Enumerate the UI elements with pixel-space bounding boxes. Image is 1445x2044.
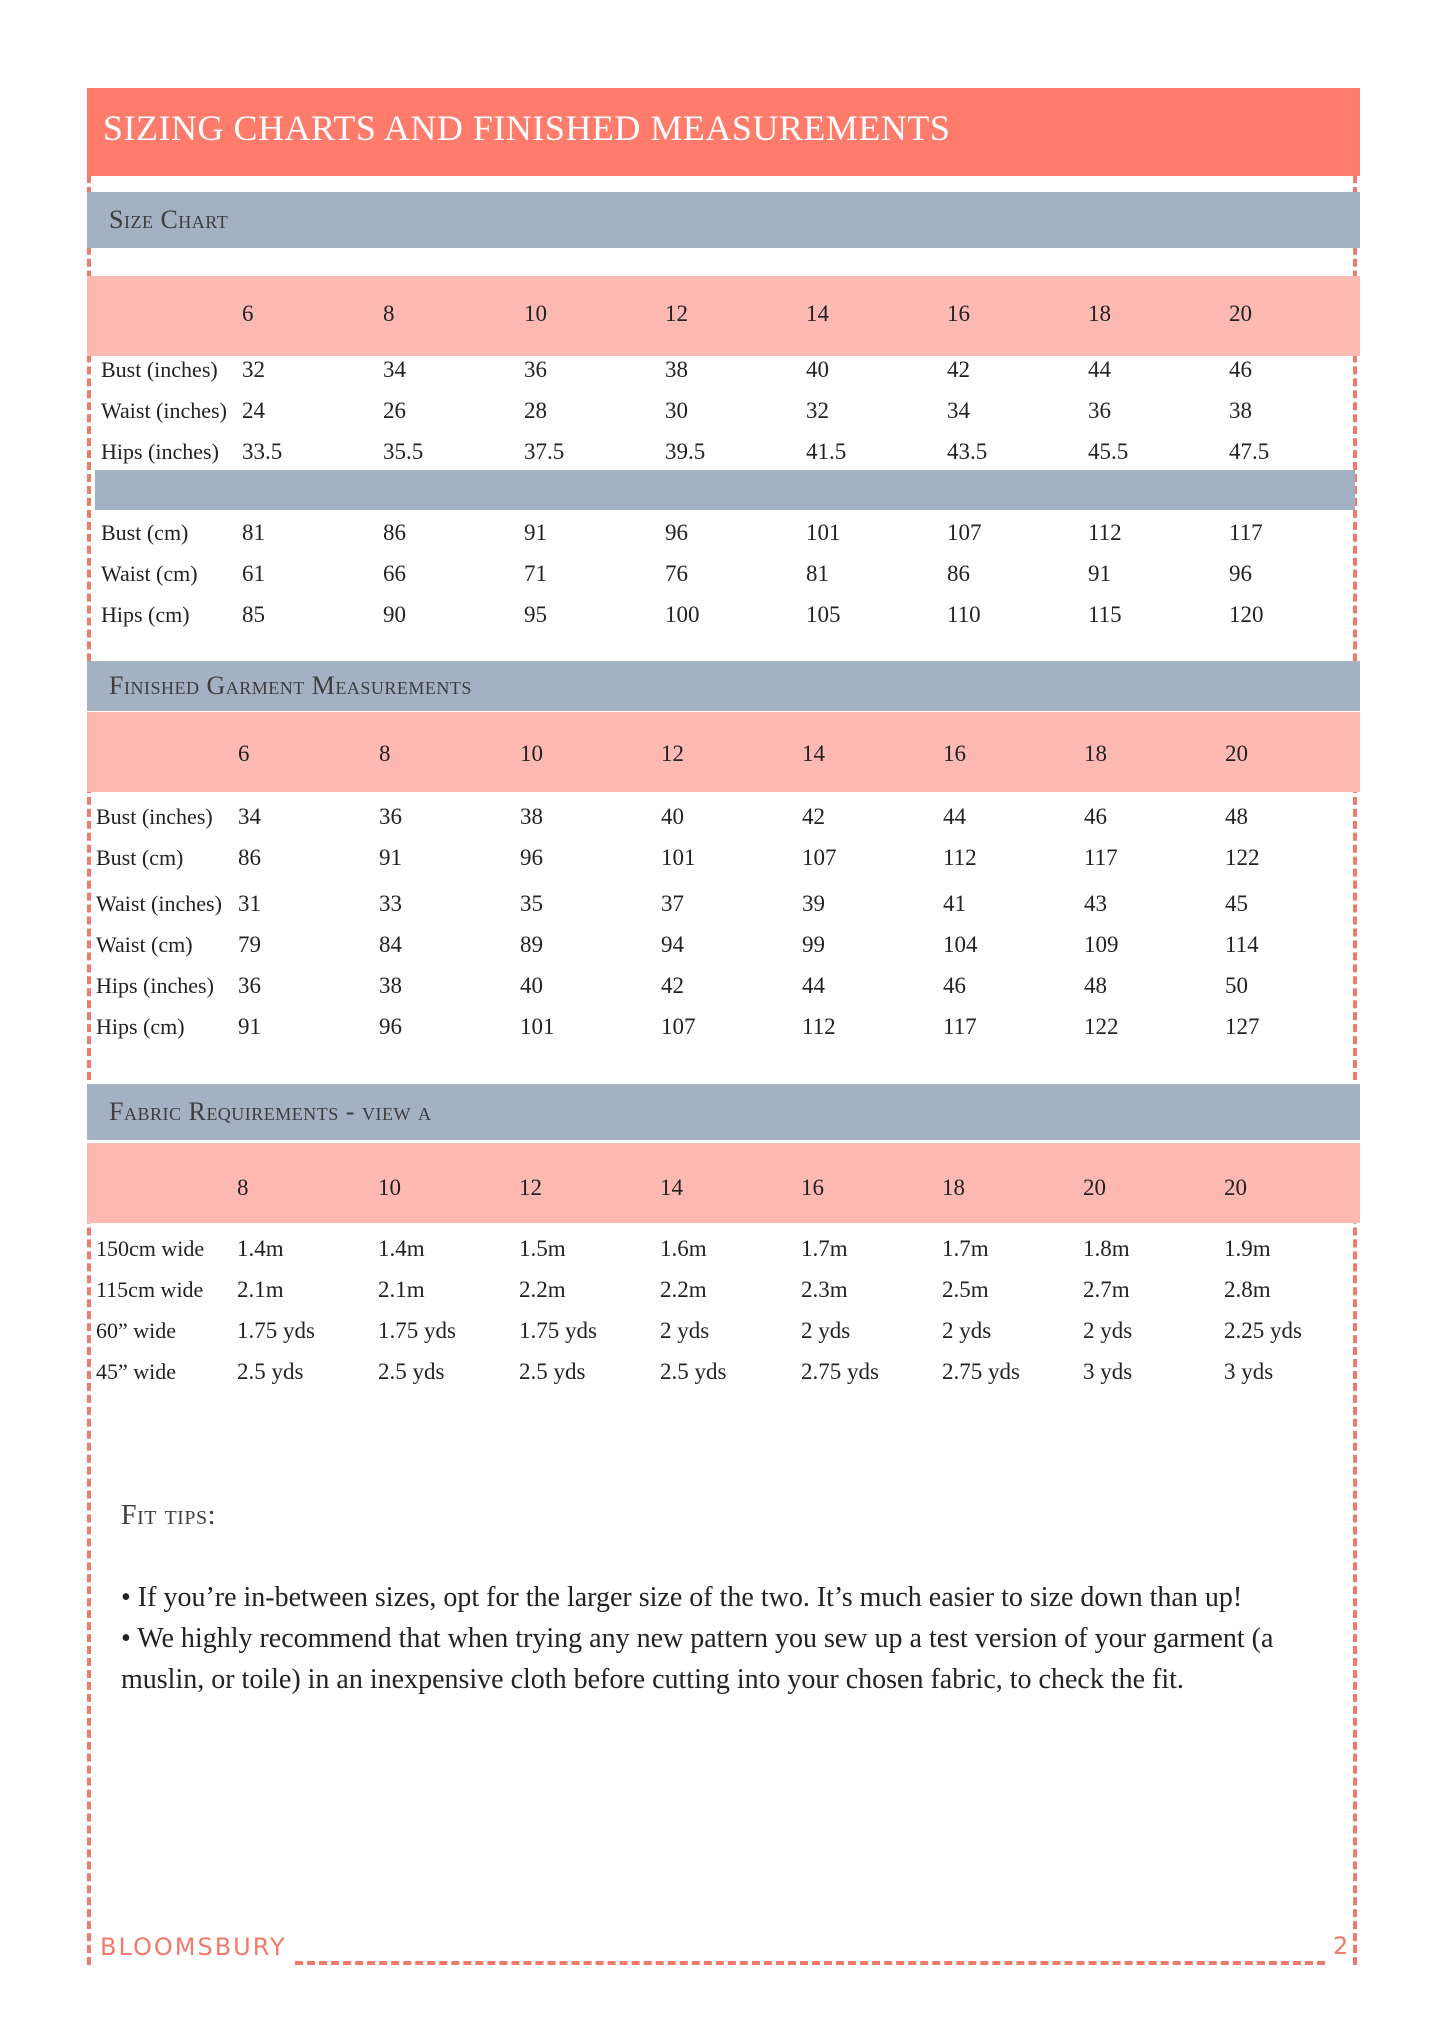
table-cell: 117 (1229, 520, 1263, 545)
table-cell: 38 (1229, 398, 1252, 423)
size-header-cell: 16 (943, 741, 966, 766)
table-cell: 1.75 yds (378, 1318, 456, 1343)
page-number: 2 (1333, 1932, 1349, 1960)
size-header-cell: 10 (378, 1175, 401, 1200)
table-cell: 42 (661, 973, 684, 998)
table-cell: 26 (383, 398, 406, 423)
table-cell: 86 (383, 520, 406, 545)
table-cell: 94 (661, 932, 684, 957)
table-cell: 91 (379, 845, 402, 870)
table-cell: 30 (665, 398, 688, 423)
table-cell: 71 (524, 561, 547, 586)
table-cell: 90 (383, 602, 406, 627)
table-cell: 42 (947, 357, 970, 382)
row-label: Waist (inches) (101, 398, 227, 423)
size-header-cell: 18 (1088, 301, 1111, 326)
fit-tip-2: • We highly recommend that when trying any new pattern you sew up a test version of your garment (a muslin, or toile) in an inexpensive cloth before cutting into your chosen fabric, to check the fit. (121, 1623, 1274, 1695)
table-cell: 2.75 yds (942, 1359, 1020, 1384)
table-cell: 96 (520, 845, 543, 870)
page-title: SIZING CHARTS AND FINISHED MEASUREMENTS (87, 88, 1360, 176)
brand-name: BLOOMSBURY (100, 1933, 287, 1961)
table-cell: 38 (520, 804, 543, 829)
table-cell: 39.5 (665, 439, 706, 464)
table-cell: 2.3m (801, 1277, 848, 1302)
table-cell: 76 (665, 561, 688, 586)
size-header-cell: 8 (237, 1175, 249, 1200)
size-header-cell: 18 (942, 1175, 965, 1200)
table-cell: 117 (943, 1014, 977, 1039)
size-header-cell: 20 (1225, 741, 1248, 766)
table-cell: 96 (665, 520, 688, 545)
table-cell: 1.5m (519, 1236, 566, 1261)
table-cell: 2.5 yds (378, 1359, 445, 1384)
size-header-cell: 8 (379, 741, 391, 766)
size-header-cell: 12 (665, 301, 688, 326)
table-cell: 34 (383, 357, 406, 382)
row-label: Waist (inches) (96, 891, 222, 916)
table-cell: 96 (379, 1014, 402, 1039)
table-cell: 107 (661, 1014, 696, 1039)
table-cell: 35 (520, 891, 543, 916)
row-label: Bust (cm) (101, 520, 189, 545)
size-header-cell: 12 (519, 1175, 542, 1200)
table-cell: 2 yds (660, 1318, 710, 1343)
footer-divider (295, 1961, 1325, 1965)
table-cell: 2 yds (942, 1318, 992, 1343)
finished-header-band (87, 712, 1360, 792)
table-cell: 38 (379, 973, 402, 998)
table-cell: 37 (661, 891, 684, 916)
table-cell: 101 (806, 520, 841, 545)
finished-heading: Finished Garment Measurements (87, 661, 1360, 711)
size-header-cell: 10 (520, 741, 543, 766)
table-cell: 100 (665, 602, 700, 627)
table-cell: 28 (524, 398, 547, 423)
table-cell: 2.5m (942, 1277, 989, 1302)
table-cell: 112 (1088, 520, 1122, 545)
row-label: Hips (inches) (101, 439, 219, 464)
fit-tip-1: • If you’re in-between sizes, opt for the larger size of the two. It’s much easier to size down than up! (121, 1582, 1243, 1613)
table-cell: 89 (520, 932, 543, 957)
fabric-header-band (87, 1143, 1360, 1223)
table-cell: 1.4m (237, 1236, 284, 1261)
size-header-cell: 20 (1083, 1175, 1106, 1200)
row-label: 45” wide (96, 1359, 177, 1384)
row-label: Bust (inches) (96, 804, 213, 829)
table-cell: 110 (947, 602, 981, 627)
size-header-cell: 14 (660, 1175, 683, 1200)
table-cell: 44 (802, 973, 825, 998)
table-cell: 1.75 yds (519, 1318, 597, 1343)
table-cell: 2.5 yds (660, 1359, 727, 1384)
table-cell: 1.9m (1224, 1236, 1271, 1261)
table-cell: 43 (1084, 891, 1107, 916)
table-cell: 122 (1225, 845, 1260, 870)
row-label: 150cm wide (96, 1236, 205, 1261)
table-cell: 41 (943, 891, 966, 916)
table-cell: 127 (1225, 1014, 1260, 1039)
table-cell: 2.1m (237, 1277, 284, 1302)
table-cell: 1.7m (942, 1236, 989, 1261)
table-cell: 2 yds (801, 1318, 851, 1343)
table-cell: 33 (379, 891, 402, 916)
table-cell: 31 (238, 891, 261, 916)
size-chart-divider (95, 470, 1355, 510)
table-cell: 120 (1229, 602, 1264, 627)
table-cell: 48 (1225, 804, 1248, 829)
table-cell: 39 (802, 891, 825, 916)
table-cell: 86 (947, 561, 970, 586)
size-header-cell: 6 (242, 301, 254, 326)
table-cell: 41.5 (806, 439, 847, 464)
table-cell: 2.7m (1083, 1277, 1130, 1302)
table-cell: 2.2m (519, 1277, 566, 1302)
row-label: Hips (cm) (96, 1014, 185, 1039)
size-chart-header-band (87, 276, 1360, 356)
table-cell: 2.2m (660, 1277, 707, 1302)
table-cell: 122 (1084, 1014, 1119, 1039)
table-cell: 48 (1084, 973, 1107, 998)
table-cell: 24 (242, 398, 265, 423)
table-cell: 3 yds (1224, 1359, 1274, 1384)
table-cell: 109 (1084, 932, 1119, 957)
table-cell: 105 (806, 602, 841, 627)
table-cell: 46 (1084, 804, 1107, 829)
table-cell: 33.5 (242, 439, 283, 464)
table-cell: 46 (1229, 357, 1252, 382)
row-label: Hips (inches) (96, 973, 214, 998)
size-header-cell: 14 (806, 301, 829, 326)
table-cell: 117 (1084, 845, 1118, 870)
table-cell: 45 (1225, 891, 1248, 916)
table-cell: 112 (802, 1014, 836, 1039)
table-cell: 61 (242, 561, 265, 586)
table-cell: 101 (520, 1014, 555, 1039)
table-cell: 2 yds (1083, 1318, 1133, 1343)
table-cell: 32 (806, 398, 829, 423)
table-cell: 91 (524, 520, 547, 545)
table-cell: 42 (802, 804, 825, 829)
table-cell: 86 (238, 845, 261, 870)
fabric-heading: Fabric Requirements - view a (87, 1084, 1360, 1140)
size-header-cell: 16 (801, 1175, 824, 1200)
table-cell: 107 (947, 520, 982, 545)
table-cell: 36 (1088, 398, 1111, 423)
size-header-cell: 8 (383, 301, 395, 326)
table-cell: 43.5 (947, 439, 988, 464)
table-cell: 2.75 yds (801, 1359, 879, 1384)
fit-tips-heading: Fit tips: (121, 1500, 216, 1531)
table-cell: 1.6m (660, 1236, 707, 1261)
row-label: Bust (inches) (101, 357, 218, 382)
table-cell: 37.5 (524, 439, 565, 464)
row-label: 60” wide (96, 1318, 177, 1343)
table-cell: 91 (238, 1014, 261, 1039)
size-header-cell: 20 (1229, 301, 1252, 326)
table-cell: 40 (806, 357, 829, 382)
table-cell: 40 (661, 804, 684, 829)
size-chart-heading: Size Chart (87, 192, 1360, 248)
size-header-cell: 18 (1084, 741, 1107, 766)
table-cell: 50 (1225, 973, 1248, 998)
table-cell: 44 (1088, 357, 1111, 382)
row-label: Bust (cm) (96, 845, 184, 870)
table-cell: 101 (661, 845, 696, 870)
size-header-cell: 6 (238, 741, 250, 766)
table-cell: 40 (520, 973, 543, 998)
table-cell: 44 (943, 804, 966, 829)
table-cell: 85 (242, 602, 265, 627)
table-cell: 107 (802, 845, 837, 870)
table-cell: 36 (379, 804, 402, 829)
row-label: Hips (cm) (101, 602, 190, 627)
table-cell: 45.5 (1088, 439, 1129, 464)
table-cell: 47.5 (1229, 439, 1270, 464)
row-label: Waist (cm) (96, 932, 193, 957)
size-header-cell: 14 (802, 741, 825, 766)
table-cell: 66 (383, 561, 406, 586)
table-cell: 1.4m (378, 1236, 425, 1261)
table-cell: 34 (238, 804, 261, 829)
table-cell: 46 (943, 973, 966, 998)
table-cell: 81 (242, 520, 265, 545)
size-header-cell: 20 (1224, 1175, 1247, 1200)
table-cell: 96 (1229, 561, 1252, 586)
table-cell: 3 yds (1083, 1359, 1133, 1384)
size-header-cell: 10 (524, 301, 547, 326)
table-cell: 2.1m (378, 1277, 425, 1302)
row-label: Waist (cm) (101, 561, 198, 586)
table-cell: 36 (238, 973, 261, 998)
size-header-cell: 16 (947, 301, 970, 326)
row-label: 115cm wide (96, 1277, 204, 1302)
table-cell: 2.25 yds (1224, 1318, 1302, 1343)
table-cell: 114 (1225, 932, 1259, 957)
table-cell: 112 (943, 845, 977, 870)
table-cell: 115 (1088, 602, 1122, 627)
table-cell: 91 (1088, 561, 1111, 586)
table-cell: 79 (238, 932, 261, 957)
table-cell: 99 (802, 932, 825, 957)
table-cell: 1.8m (1083, 1236, 1130, 1261)
table-cell: 2.8m (1224, 1277, 1271, 1302)
table-cell: 1.7m (801, 1236, 848, 1261)
table-cell: 38 (665, 357, 688, 382)
table-cell: 84 (379, 932, 402, 957)
table-cell: 36 (524, 357, 547, 382)
table-cell: 81 (806, 561, 829, 586)
table-cell: 2.5 yds (237, 1359, 304, 1384)
size-header-cell: 12 (661, 741, 684, 766)
table-cell: 104 (943, 932, 978, 957)
table-cell: 2.5 yds (519, 1359, 586, 1384)
table-cell: 1.75 yds (237, 1318, 315, 1343)
table-cell: 35.5 (383, 439, 424, 464)
table-cell: 32 (242, 357, 265, 382)
table-cell: 34 (947, 398, 970, 423)
table-cell: 95 (524, 602, 547, 627)
